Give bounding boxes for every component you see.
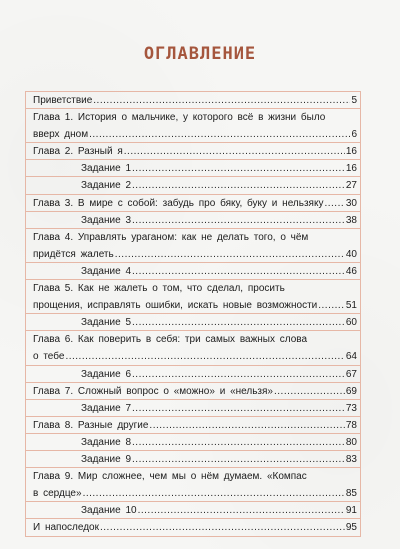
toc-row	[26, 331, 360, 348]
toc-entry-title: Глава 1. История о мальчике, у которого всё в жизни было	[33, 112, 326, 124]
toc-row	[26, 434, 360, 451]
toc-row	[26, 468, 360, 485]
toc-entry-title: Задание 3	[81, 214, 132, 226]
toc-entry-title: в сердце»	[33, 488, 82, 500]
toc-entry-title: Задание 8	[81, 436, 132, 448]
page-title: ОГЛАВЛЕНИЕ	[143, 44, 257, 64]
toc-entry-title: прощения, исправлять ошибки, искать новые возможности	[33, 300, 318, 312]
toc-leader-dots	[318, 297, 345, 314]
toc-page-number: 16	[345, 163, 357, 175]
toc-row	[26, 366, 360, 383]
toc-row	[26, 143, 360, 160]
toc-row	[26, 400, 360, 417]
toc-entry-title: Задание 6	[81, 368, 132, 380]
toc-row	[26, 314, 360, 331]
toc-row	[26, 519, 360, 536]
toc-leader-dots	[89, 126, 350, 143]
toc-leader-dots	[149, 417, 344, 434]
toc-row	[26, 92, 360, 109]
toc-leader-dots	[132, 177, 345, 194]
toc-page-number: 83	[345, 453, 357, 465]
table-of-contents	[25, 91, 361, 537]
toc-entry-title: вверх дном	[33, 129, 89, 141]
toc-row	[26, 485, 360, 502]
toc-row	[26, 348, 360, 365]
toc-page-number: 85	[345, 488, 357, 500]
toc-entry-title: Задание 5	[81, 317, 132, 329]
toc-entry-title: Задание 4	[81, 265, 132, 277]
toc-entry-title: Задание 7	[81, 402, 132, 414]
toc-leader-dots	[132, 400, 345, 417]
toc-page-number: 16	[345, 146, 357, 158]
toc-row	[26, 195, 360, 212]
toc-leader-dots	[324, 195, 344, 212]
toc-leader-dots	[132, 451, 345, 468]
toc-leader-dots	[132, 212, 345, 229]
toc-page-number: 64	[345, 351, 357, 363]
toc-row	[26, 177, 360, 194]
toc-leader-dots	[65, 348, 344, 365]
toc-row	[26, 246, 360, 263]
toc-leader-dots	[83, 485, 345, 502]
toc-entry-title: Глава 6. Как поверить в себя: три самых важных слова	[33, 334, 308, 346]
toc-entry-title: Задание 9	[81, 453, 132, 465]
toc-entry-title: Глава 2. Разный я	[33, 146, 123, 158]
toc-row	[26, 502, 360, 519]
toc-row	[26, 280, 360, 297]
toc-page-number: 91	[345, 505, 357, 517]
toc-page-number: 40	[345, 248, 357, 260]
toc-page-number: 69	[345, 385, 357, 397]
toc-entry-title: Глава 7. Сложный вопрос о «можно» и «нельзя»	[33, 385, 273, 397]
toc-page-number: 46	[345, 265, 357, 277]
toc-entry-title: о тебе	[33, 351, 65, 363]
toc-row	[26, 383, 360, 400]
toc-leader-dots	[132, 160, 345, 177]
toc-entry-title: Глава 8. Разные другие	[33, 419, 149, 431]
toc-leader-dots	[138, 502, 345, 519]
toc-leader-dots	[100, 519, 345, 536]
toc-page-number: 78	[345, 419, 357, 431]
toc-entry-title: И напоследок	[33, 522, 99, 534]
toc-entry-title: придётся жалеть	[33, 248, 114, 260]
toc-page-number: 60	[345, 317, 357, 329]
toc-page-number: 67	[345, 368, 357, 380]
toc-leader-dots	[115, 246, 345, 263]
toc-entry-title: Глава 4. Управлять ураганом: как не делать того, о чём	[33, 231, 309, 243]
toc-entry-title: Глава 3. В мире с собой: забудь про бяку, буку и нельзяку	[33, 197, 324, 209]
toc-row	[26, 297, 360, 314]
toc-row	[26, 417, 360, 434]
toc-page-number: 73	[345, 402, 357, 414]
toc-row	[26, 160, 360, 177]
toc-page-number: 51	[345, 300, 357, 312]
toc-page-number: 27	[345, 180, 357, 192]
toc-page-number: 80	[345, 436, 357, 448]
toc-entry-title: Задание 1	[81, 163, 132, 175]
toc-entry-title: Задание 10	[81, 505, 137, 517]
toc-row	[26, 126, 360, 143]
toc-leader-dots	[132, 434, 345, 451]
toc-row	[26, 229, 360, 246]
toc-leader-dots	[132, 314, 345, 331]
toc-leader-dots	[132, 366, 345, 383]
toc-page-number: 30	[345, 197, 357, 209]
toc-page-number: 38	[345, 214, 357, 226]
toc-page-number: 95	[345, 522, 357, 534]
toc-row	[26, 263, 360, 280]
toc-page-number: 6	[351, 129, 357, 141]
toc-page-number: 5	[351, 95, 357, 106]
toc-entry-title: Задание 2	[81, 180, 132, 192]
toc-entry-title: Приветствие	[33, 95, 93, 106]
toc-row	[26, 451, 360, 468]
toc-entry-title: Глава 5. Как не жалеть о том, что сделал, просить	[33, 283, 285, 295]
toc-leader-dots	[124, 143, 345, 160]
toc-entry-title: Глава 9. Мир сложнее, чем мы о нём думаем. «Компас	[33, 471, 307, 483]
toc-leader-dots	[93, 92, 350, 109]
toc-leader-dots	[132, 263, 345, 280]
toc-row	[26, 212, 360, 229]
toc-leader-dots	[274, 383, 345, 400]
toc-row	[26, 109, 360, 126]
